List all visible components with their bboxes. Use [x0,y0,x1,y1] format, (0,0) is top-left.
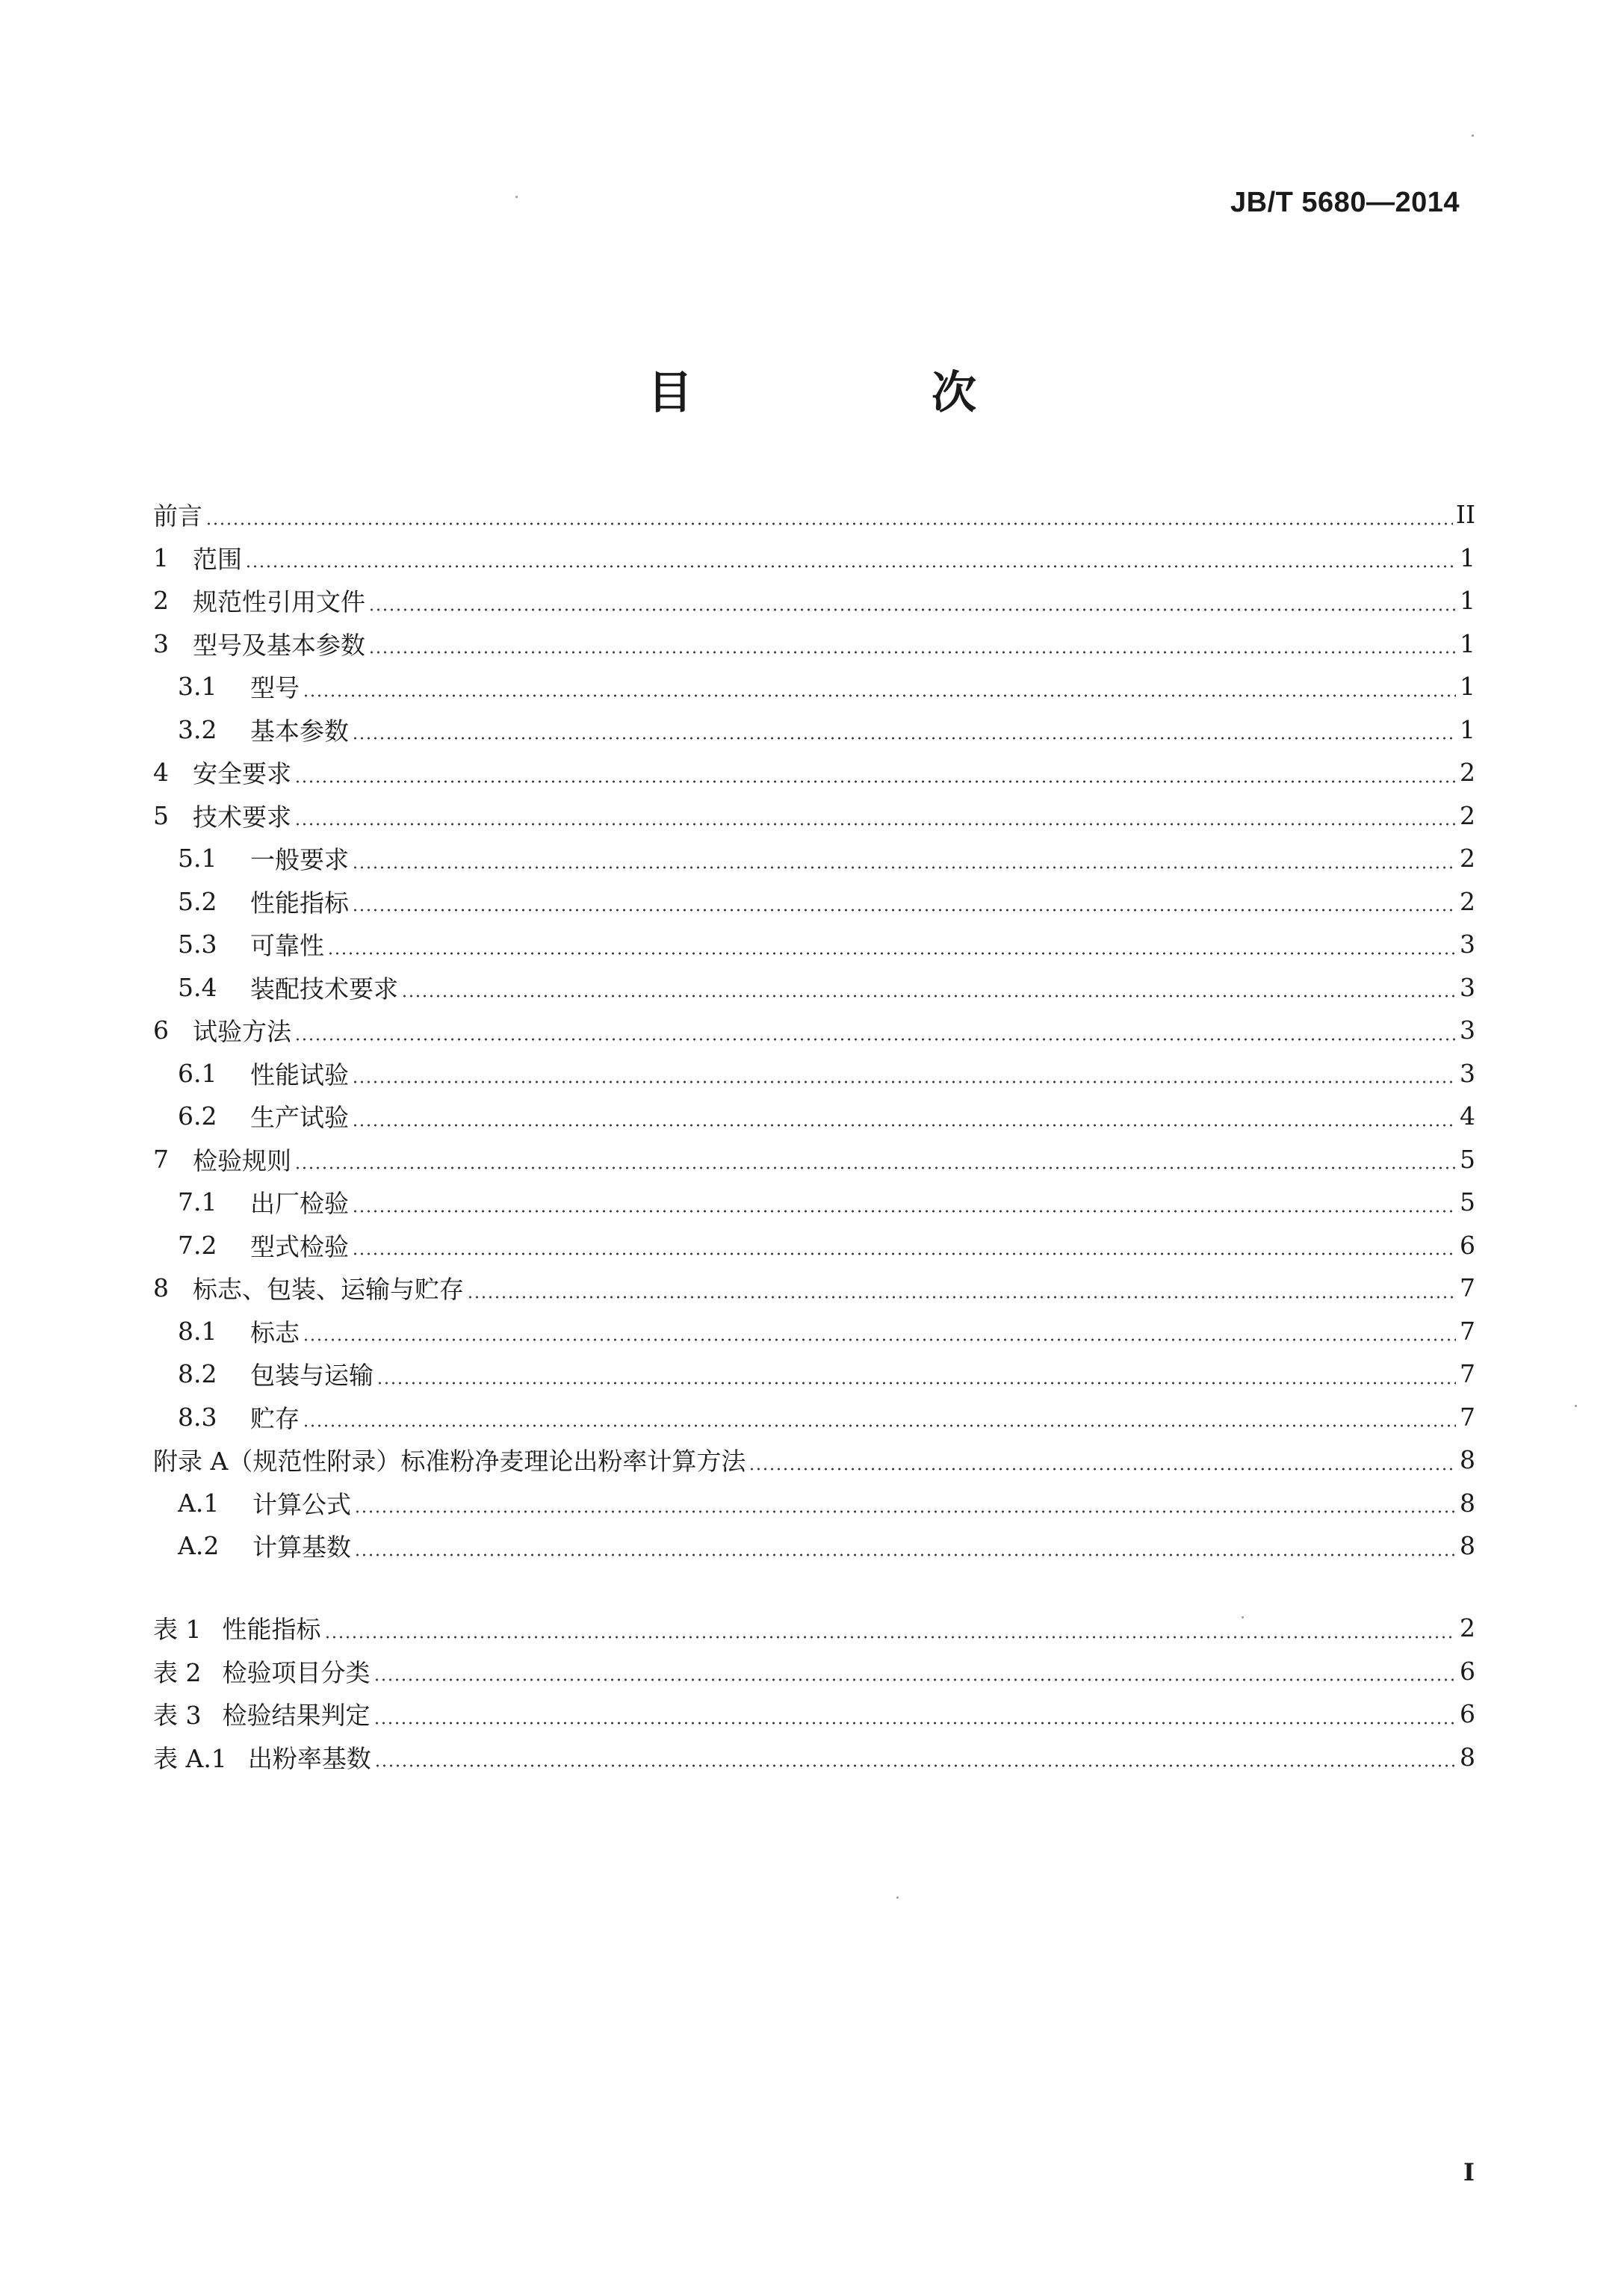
toc-entry-title: 计算公式 [252,1489,351,1519]
toc-entry-page: 1 [1460,542,1475,572]
toc-entry-page: 8 [1460,1742,1475,1772]
toc-entry-title: 性能指标 [222,1615,321,1645]
toc-entry[interactable] [153,622,1475,666]
scan-speck [1242,1616,1244,1619]
toc-entry-title: 标志、包装、运输与贮存 [193,1275,464,1305]
toc-entry-title: 技术要求 [193,802,291,832]
toc-entry-page: 6 [1460,1230,1475,1260]
toc-entry[interactable] [153,794,1475,838]
toc-entry-number: 5.4 [178,972,217,1002]
toc-entry[interactable] [153,1095,1475,1138]
dot-leader [245,562,1456,571]
toc-entry-title: 计算基数 [252,1533,351,1562]
toc-entry[interactable] [153,1396,1475,1439]
toc-entry-number: 表 2 [153,1657,202,1687]
toc-entry-number: 6.2 [178,1101,217,1131]
toc-entry-title: 检验规则 [193,1146,291,1175]
toc-entry[interactable] [153,1352,1475,1396]
dot-leader [401,992,1456,1001]
toc-entry-page: 6 [1460,1656,1475,1686]
toc-entry-page: 3 [1460,1015,1475,1045]
toc-entry-title: 包装与运输 [250,1361,374,1391]
toc-entry-number: 3.1 [178,672,217,702]
toc-entry-title: 附录 A（规范性附录）标准粉净麦理论出粉率计算方法 [153,1447,746,1477]
dot-leader [294,777,1456,786]
page-title: 目 次 [648,367,1073,419]
toc-entry-title: 出粉率基数 [247,1743,371,1773]
toc-entry-page: 5 [1460,1187,1475,1217]
toc-entry[interactable] [153,966,1475,1010]
toc-entry-title: 基本参数 [250,716,349,746]
toc-entry-page: 7 [1460,1273,1475,1303]
toc-entry[interactable] [153,579,1475,622]
toc-entry-number: 6 [153,1015,169,1045]
toc-entry[interactable] [153,751,1475,794]
toc-entry-page: 2 [1460,844,1475,874]
toc-entry[interactable] [153,1138,1475,1181]
dot-leader [327,949,1456,958]
table-list-entry[interactable] [153,1650,1475,1693]
toc-entry-page: 7 [1460,1359,1475,1389]
toc-entry-title: 型号及基本参数 [193,630,365,660]
toc-entry[interactable] [153,837,1475,880]
dot-leader [352,863,1456,872]
toc-entry-title: 安全要求 [193,759,291,789]
toc-entry-page: 4 [1460,1101,1475,1131]
dot-leader [303,1421,1456,1430]
table-list-entry[interactable] [153,1736,1475,1779]
toc-entry-number: 7.1 [178,1187,217,1217]
toc-entry[interactable] [153,1009,1475,1052]
toc-entry-number: 5.3 [178,930,217,959]
toc-entry-number: 5.1 [178,844,217,874]
toc-entry-title: 规范性引用文件 [193,587,365,617]
table-of-contents [153,493,1475,1568]
dot-leader [294,820,1456,829]
toc-entry-number: 8.3 [178,1402,217,1432]
toc-entry-number: 6.1 [178,1058,217,1088]
toc-entry[interactable] [153,1438,1475,1482]
toc-entry-number: 表 3 [153,1701,202,1731]
toc-entry-number: A.2 [178,1531,220,1561]
toc-entry[interactable] [153,1482,1475,1525]
toc-entry-number: 3 [153,628,169,658]
toc-entry[interactable] [153,1224,1475,1267]
toc-entry-page: 6 [1460,1699,1475,1729]
dot-leader [303,1335,1456,1344]
toc-entry-title: 检验项目分类 [222,1657,371,1687]
dot-leader [352,1121,1456,1130]
dot-leader [467,1293,1456,1302]
toc-entry-title: 性能试验 [250,1060,349,1089]
toc-entry-page: 1 [1460,672,1475,702]
toc-entry-page: 7 [1460,1402,1475,1432]
toc-entry-page: 5 [1460,1144,1475,1174]
dot-leader [324,1633,1457,1642]
toc-entry[interactable] [153,1524,1475,1568]
toc-entry-number: 8 [153,1273,169,1303]
dot-leader [294,1163,1456,1172]
scan-speck [1575,1405,1577,1407]
toc-entry[interactable] [153,665,1475,708]
toc-entry[interactable] [153,708,1475,752]
dot-leader [352,1207,1456,1216]
toc-entry-title: 型号 [250,673,300,703]
toc-entry-page: 2 [1460,800,1475,830]
toc-entry-page: 2 [1460,758,1475,788]
toc-entry-title: 生产试验 [250,1103,349,1133]
dot-leader [376,1379,1456,1388]
dot-leader [749,1465,1456,1474]
toc-entry-title: 贮存 [250,1403,300,1433]
dot-leader [352,1249,1456,1258]
table-list-entry[interactable] [153,1692,1475,1736]
toc-entry-number: 1 [153,542,169,572]
toc-entry-number: 7 [153,1144,169,1174]
toc-entry-title: 前言 [153,501,202,531]
scan-speck [515,196,518,198]
toc-entry-title: 标志 [250,1317,300,1347]
toc-entry-page: 8 [1460,1531,1475,1561]
toc-entry[interactable] [153,537,1475,580]
toc-entry-page: 3 [1460,1058,1475,1088]
toc-entry-page: 1 [1460,628,1475,658]
toc-entry-number: 表 A.1 [153,1743,227,1773]
dot-leader [368,605,1456,614]
toc-entry-title: 检验结果判定 [222,1701,371,1731]
dot-leader [205,519,1453,528]
toc-entry-number: 表 1 [153,1615,202,1645]
toc-entry-number: 8.1 [178,1316,217,1346]
toc-entry-title: 试验方法 [193,1017,291,1047]
toc-entry-number: A.1 [178,1488,220,1518]
toc-entry-title: 出厂检验 [250,1189,349,1219]
toc-entry-page: 1 [1460,714,1475,744]
dot-leader [354,1551,1456,1559]
toc-entry[interactable] [153,1267,1475,1310]
toc-entry-title: 型式检验 [250,1231,349,1261]
toc-entry-title: 可靠性 [250,931,324,961]
standard-code: JB/T 5680—2014 [1230,187,1460,218]
toc-entry-page: 2 [1460,1613,1475,1643]
toc-entry-page: 3 [1460,972,1475,1002]
toc-entry[interactable] [153,1310,1475,1353]
toc-entry[interactable] [153,923,1475,966]
scan-speck [1472,135,1474,137]
toc-entry-page: 1 [1460,586,1475,616]
scan-speck [896,1896,899,1899]
list-of-tables [153,1607,1475,1778]
toc-entry-number: 5.2 [178,886,217,916]
toc-entry-number: 5 [153,800,169,830]
toc-entry-number: 8.2 [178,1359,217,1389]
toc-entry-page: 7 [1460,1316,1475,1346]
page-folio: I [1463,2158,1475,2186]
toc-entry-number: 7.2 [178,1230,217,1260]
dot-leader [368,648,1456,657]
dot-leader [374,1675,1457,1684]
toc-entry[interactable] [153,880,1475,924]
toc-entry-page: 3 [1460,930,1475,959]
toc-entry-title: 性能指标 [250,888,349,918]
dot-leader [374,1719,1457,1728]
toc-entry-number: 3.2 [178,714,217,744]
toc-entry-page: 2 [1460,886,1475,916]
table-list-entry[interactable] [153,1607,1475,1650]
dot-leader [303,691,1456,700]
toc-entry-page: II [1455,500,1475,530]
dot-leader [374,1761,1456,1770]
dot-leader [294,1035,1456,1044]
toc-entry[interactable] [153,1181,1475,1224]
toc-entry[interactable] [153,1052,1475,1095]
toc-entry-title: 一般要求 [250,845,349,875]
toc-entry-page: 8 [1460,1488,1475,1518]
dot-leader [352,734,1456,743]
toc-entry-title: 装配技术要求 [250,974,398,1004]
toc-entry-number: 4 [153,758,169,788]
dot-leader [352,906,1456,915]
toc-entry-title: 范围 [193,544,242,574]
dot-leader [354,1507,1456,1516]
toc-entry-page: 8 [1460,1445,1475,1475]
toc-entry[interactable] [153,493,1475,537]
dot-leader [352,1078,1456,1086]
toc-entry-number: 2 [153,586,169,616]
